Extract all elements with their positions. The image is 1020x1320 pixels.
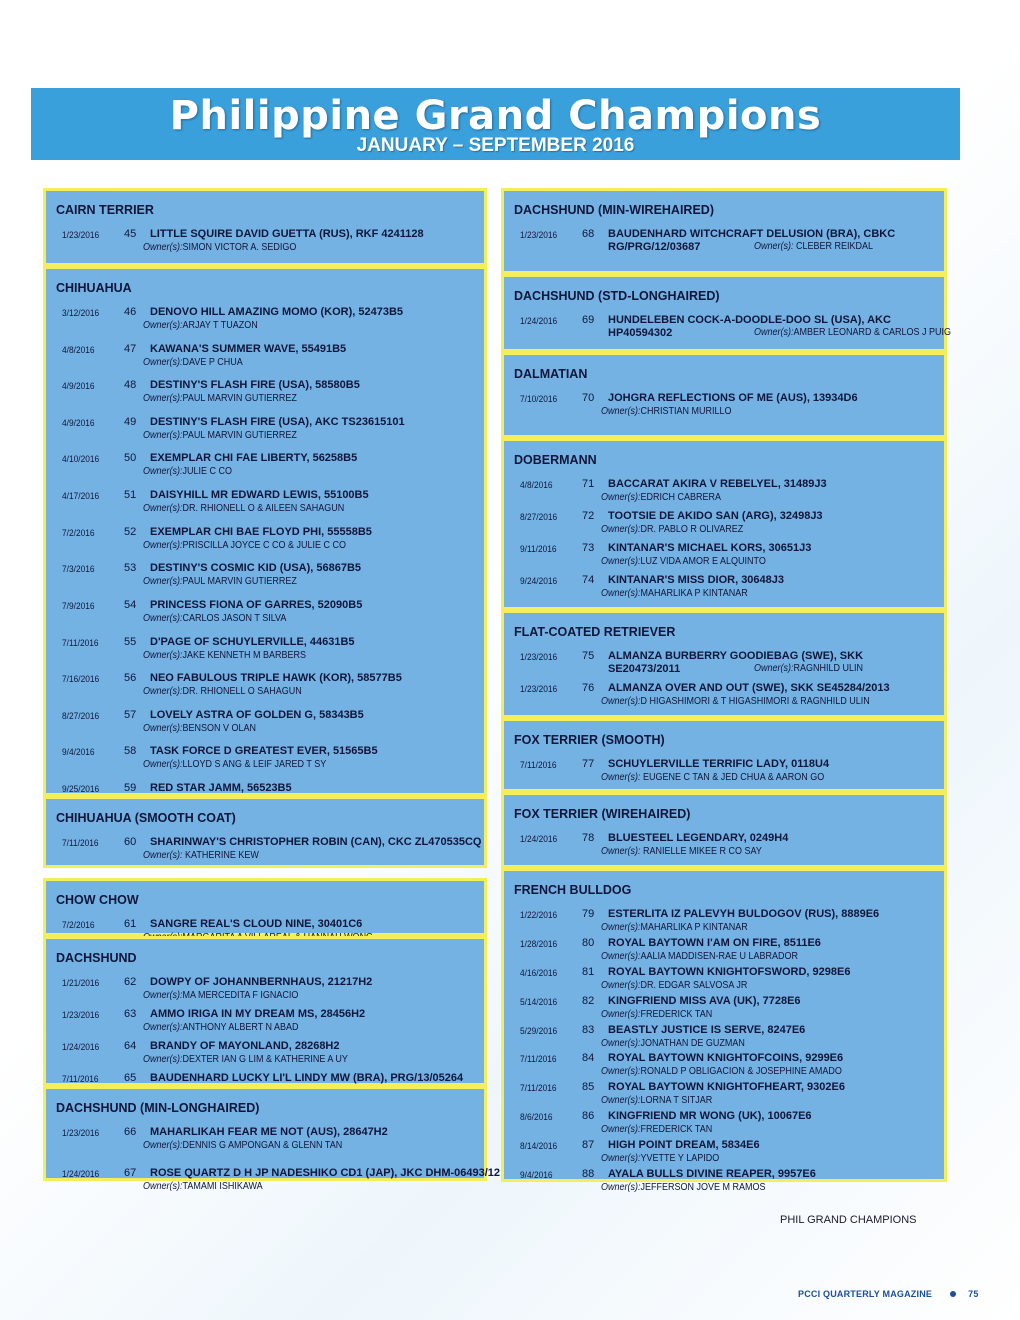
entry-date: 4/9/2016 [62,417,95,429]
entry-number: 67 [124,1167,137,1179]
entry-number: 82 [582,994,595,1007]
dog-name: EXEMPLAR CHI FAE LIBERTY, 56258B5 [150,452,358,465]
entry-number: 74 [582,574,595,586]
owner-line [143,466,445,477]
owner-names: DR. RHIONELL O & AILEEN SAHAGUN [182,503,345,515]
owner-names: LORNA T SITJAR [640,1095,713,1107]
breed-section [501,718,947,792]
dog-registration: SE20473/2011 [608,663,681,675]
owner-label: Owner(s): [601,1124,641,1136]
dog-name: DENOVO HILL AMAZING MOMO (KOR), 52473B5 [150,306,404,318]
breed-heading: FOX TERRIER (SMOOTH) [514,733,665,747]
owner-names: AMBER LEONARD & CARLOS J PUIG [793,327,952,338]
entry-date: 5/29/2016 [520,1025,558,1037]
entry-number: 70 [582,392,595,404]
dog-name: ALMANZA OVER AND OUT (SWE), SKK SE45284/2013 [608,682,890,694]
owner-label: Owner(s): [601,524,641,535]
owner-names: CLEBER REIKDAL [793,241,874,252]
owner-line [143,650,445,661]
owner-names: PRISCILLA JOYCE C CO & JULIE C CO [182,539,347,551]
owner-line [754,241,920,252]
owner-names: RONALD P OBLIGACION & JOSEPHINE AMADO [640,1066,842,1078]
entry-number: 56 [124,672,137,685]
owner-line [143,613,445,624]
owner-names: DEXTER IAN G LIM & KATHERINE A UY [182,1054,348,1065]
dog-name: ROYAL BAYTOWN KNIGHTOFSWORD, 9298E6 [608,965,851,978]
owner-line [601,696,904,707]
owner-label: Owner(s): [601,922,641,933]
breed-heading: CAIRN TERRIER [56,203,154,217]
breed-heading: FRENCH BULLDOG [514,883,632,897]
entry-date: 1/23/2016 [62,230,100,241]
entry-date: 7/3/2016 [62,564,95,576]
dog-name: NEO FABULOUS TRIPLE HAWK (KOR), 58577B5 [150,672,402,685]
entry-date: 4/8/2016 [520,480,553,491]
owner-names: ARJAY T TUAZON [182,320,258,331]
owner-label: Owner(s): [143,649,183,661]
breed-heading: FLAT-COATED RETRIEVER [514,625,676,639]
entry-number: 84 [582,1052,595,1065]
dog-name: SCHUYLERVILLE TERRIFIC LADY, 0118U4 [608,758,830,770]
owner-label: Owner(s): [143,759,183,771]
owner-label: Owner(s): [143,429,183,441]
entry-date: 1/24/2016 [62,1169,100,1180]
owner-line [754,663,920,674]
entry-date: 1/23/2016 [62,1128,100,1139]
entry-number: 55 [124,635,137,648]
entry-number: 62 [124,976,137,988]
breed-section [43,936,487,1086]
breed-section [43,796,487,868]
dog-name: MAHARLIKAH FEAR ME NOT (AUS), 28647H2 [150,1126,388,1138]
owner-names: PAUL MARVIN GUTIERREZ [182,576,297,588]
dog-name: ALMANZA BURBERRY GOODIEBAG (SWE), SKK [608,650,864,662]
entry-date: 8/27/2016 [520,512,558,523]
owner-line [601,1009,904,1020]
breed-heading: CHIHUAHUA (SMOOTH COAT) [56,811,236,825]
breed-section [501,274,952,352]
owner-line [143,1140,445,1151]
magazine-footer [798,1289,979,1299]
dog-name: SANGRE REAL'S CLOUD NINE, 30401C6 [150,918,363,930]
owner-line [143,990,445,1001]
breed-section [43,188,487,266]
entry-date: 9/24/2016 [520,576,558,587]
breed-heading: DALMATIAN [514,367,588,381]
owner-names: EUGENE C TAN & JED CHUA & AARON GO [640,772,825,783]
owner-names: FREDERICK TAN [640,1124,713,1136]
magazine-name: PCCI QUARTERLY MAGAZINE [798,1289,933,1299]
entry-number: 80 [582,936,595,949]
entry-date: 1/24/2016 [520,316,558,327]
owner-names: JEFFERSON JOVE M RAMOS [640,1182,766,1193]
breed-section [43,266,487,796]
entry-number: 66 [124,1126,137,1138]
dog-name: ROYAL BAYTOWN KNIGHTOFHEART, 9302E6 [608,1081,845,1094]
owner-line [143,393,445,404]
owner-line [143,576,445,587]
owner-names: DAVE P CHUA [182,356,243,368]
owner-label: Owner(s): [601,1037,641,1049]
owner-label: Owner(s): [143,503,183,515]
owner-names: YVETTE Y LAPIDO [640,1153,720,1165]
entry-date: 5/14/2016 [520,996,558,1008]
entry-number: 69 [582,314,595,326]
owner-line [601,524,904,535]
entry-number: 54 [124,598,137,611]
owner-label: Owner(s): [601,406,641,417]
owner-label: Owner(s): [143,320,183,331]
page-title: Philippine Grand Champions [169,93,822,139]
owner-label: Owner(s): [143,466,183,478]
entry-date: 3/12/2016 [62,308,100,319]
dog-name: EXEMPLAR CHI BAE FLOYD PHI, 55558B5 [150,525,372,538]
entry-number: 63 [124,1008,137,1020]
entry-number: 88 [582,1168,595,1180]
dog-name: DESTINY'S COSMIC KID (USA), 56867B5 [150,562,362,575]
dog-name: ROYAL BAYTOWN KNIGHTOFCOINS, 9299E6 [608,1052,844,1065]
entry-number: 52 [124,525,137,538]
breed-section [501,188,947,274]
entry-number: 58 [124,745,137,758]
owner-line [143,242,445,253]
owner-label: Owner(s): [143,393,183,405]
owner-names: DR. PABLO R OLIVAREZ [640,524,744,535]
owner-names: LLOYD S ANG & LEIF JARED T SY [182,759,327,771]
owner-names: JAKE KENNETH M BARBERS [182,649,307,661]
owner-names: D HIGASHIMORI & T HIGASHIMORI & RAGNHILD ULIN [640,696,870,707]
owner-label: Owner(s): [143,356,183,368]
owner-line [143,1022,445,1033]
owner-label: Owner(s): [143,242,183,253]
entry-number: 48 [124,379,137,392]
owner-names: KATHERINE KEW [182,850,259,861]
owner-names: BENSON V OLAN [182,722,257,734]
section-footer-label: PHIL GRAND CHAMPIONS [780,1214,917,1226]
owner-line [143,430,445,441]
entry-date: 1/23/2016 [520,652,558,663]
entry-date: 4/9/2016 [62,381,95,393]
entry-date: 1/24/2016 [62,1042,100,1053]
owner-label: Owner(s): [143,576,183,588]
owner-names: PAUL MARVIN GUTIERREZ [182,429,297,441]
owner-line [601,980,904,991]
breed-heading: DACHSHUND [56,951,137,965]
owner-names: DR. RHIONELL O SAHAGUN [182,686,302,698]
entry-number: 49 [124,415,137,428]
owner-names: RAGNHILD ULIN [793,663,864,674]
breed-heading: CHIHUAHUA [56,281,132,295]
breed-section [501,438,947,610]
owner-names: JULIE C CO [182,466,233,478]
entry-date: 8/6/2016 [520,1112,553,1124]
owner-label: Owner(s): [601,696,641,707]
dog-name: BEASTLY JUSTICE IS SERVE, 8247E6 [608,1023,806,1036]
dog-name: DAISYHILL MR EDWARD LEWIS, 55100B5 [150,489,369,502]
owner-line [601,1182,904,1193]
entry-number: 75 [582,650,595,662]
owner-label: Owner(s): [601,979,641,991]
owner-names: MAHARLIKA P KINTANAR [640,588,748,599]
entry-number: 87 [582,1139,595,1152]
owner-line [143,850,445,861]
entry-date: 8/14/2016 [520,1141,558,1153]
owner-label: Owner(s): [143,612,183,624]
entry-number: 47 [124,342,137,355]
dog-name: BAUDENHARD LUCKY LI'L LINDY MW (BRA), PRG/13/05264 [150,1072,464,1084]
owner-names: CHRISTIAN MURILLO [640,406,732,417]
owner-line [601,922,904,933]
owner-label: Owner(s): [754,327,794,338]
owner-names: MA MERCEDITA F IGNACIO [182,990,299,1001]
dog-name: HUNDELEBEN COCK-A-DOODLE-DOO SL (USA), AKC [608,314,891,326]
breed-heading: CHOW CHOW [56,893,139,907]
owner-line [601,1153,904,1164]
owner-label: Owner(s): [601,1095,641,1107]
dog-name: BACCARAT AKIRA V REBELYEL, 31489J3 [608,478,827,490]
entry-number: 60 [124,836,137,848]
owner-label: Owner(s): [601,1008,641,1020]
page-subtitle: JANUARY – SEPTEMBER 2016 [356,135,635,156]
owner-names: JONATHAN DE GUZMAN [640,1037,745,1049]
entry-date: 1/24/2016 [520,834,558,845]
owner-names: AALIA MADDISEN-RAE U LABRADOR [640,950,799,962]
entry-date: 4/16/2016 [520,967,558,979]
owner-label: Owner(s): [601,772,641,783]
entry-number: 45 [124,228,137,240]
owner-line [143,723,445,734]
owner-label: Owner(s): [754,663,794,674]
owner-label: Owner(s): [601,950,641,962]
dog-name: LITTLE SQUIRE DAVID GUETTA (RUS), RKF 4241128 [150,228,424,240]
dog-name: HIGH POINT DREAM, 5834E6 [608,1139,760,1152]
owner-names: SIMON VICTOR A. SEDIGO [182,242,297,253]
owner-label: Owner(s): [601,556,641,567]
entry-number: 73 [582,542,595,554]
owner-label: Owner(s): [143,1181,183,1192]
dog-name: KINGFRIEND MR WONG (UK), 10067E6 [608,1110,812,1123]
dog-name: RED STAR JAMM, 56523B5 [150,782,292,794]
owner-line [601,1066,904,1077]
entry-number: 65 [124,1072,137,1084]
entry-date: 7/11/2016 [62,1074,99,1085]
dog-name: BAUDENHARD WITCHCRAFT DELUSION (BRA), CBKC [608,228,896,240]
breed-section [501,610,947,718]
entry-date: 8/27/2016 [62,710,100,722]
dog-name: ESTERLITA IZ PALEVYH BULDOGOV (RUS), 8889E6 [608,908,880,920]
entry-date: 7/11/2016 [62,838,99,849]
owner-line [601,772,904,783]
entry-date: 9/25/2016 [62,784,100,795]
breed-heading: DACHSHUND (STD-LONGHAIRED) [514,289,720,303]
owner-line [601,588,904,599]
entry-date: 1/23/2016 [520,230,558,241]
owner-line [143,759,445,770]
owner-label: Owner(s): [601,1153,641,1165]
owner-label: Owner(s): [143,850,183,861]
entry-number: 85 [582,1081,595,1094]
owner-names: TAMAMI ISHIKAWA [182,1181,263,1192]
owner-label: Owner(s): [143,686,183,698]
entry-date: 1/28/2016 [520,938,558,950]
owner-label: Owner(s): [143,539,183,551]
entry-number: 78 [582,832,595,844]
owner-label: Owner(s): [143,1022,183,1033]
entry-date: 7/16/2016 [62,674,100,686]
owner-line [754,327,952,338]
owner-names: LUZ VIDA AMOR E ALQUINTO [640,556,766,567]
dog-registration: HP40594302 [608,327,673,339]
owner-names: ANTHONY ALBERT N ABAD [182,1022,299,1033]
breed-heading: DACHSHUND (MIN-LONGHAIRED) [56,1101,260,1115]
breed-section [501,792,947,868]
dog-name: BRANDY OF MAYONLAND, 28268H2 [150,1040,340,1052]
owner-label: Owner(s): [143,990,183,1001]
entry-date: 9/11/2016 [520,544,557,555]
dog-name: SHARINWAY'S CHRISTOPHER ROBIN (CAN), CKC ZL470535CQ [150,836,482,848]
owner-line [601,406,904,417]
dog-name: D'PAGE OF SCHUYLERVILLE, 44631B5 [150,635,355,648]
entry-number: 68 [582,228,595,240]
dog-name: DESTINY'S FLASH FIRE (USA), 58580B5 [150,379,360,392]
owner-label: Owner(s): [601,1066,641,1078]
breed-section [501,352,947,438]
entry-date: 4/8/2016 [62,344,95,356]
owner-label: Owner(s): [143,1054,183,1065]
owner-label: Owner(s): [601,588,641,599]
entry-date: 7/2/2016 [62,920,95,931]
owner-line [601,556,904,567]
dog-name: KAWANA'S SUMMER WAVE, 55491B5 [150,342,347,355]
entry-date: 7/2/2016 [62,527,95,539]
owner-label: Owner(s): [601,846,641,857]
entry-number: 83 [582,1023,595,1036]
breed-heading: DOBERMANN [514,453,597,467]
entry-date: 1/21/2016 [62,978,100,989]
entry-date: 7/9/2016 [62,600,95,612]
breed-heading: FOX TERRIER (WIREHAIRED) [514,807,691,821]
entry-number: 50 [124,452,137,465]
dog-name: AMMO IRIGA IN MY DREAM MS, 28456H2 [150,1008,366,1020]
entry-date: 9/4/2016 [520,1170,553,1181]
entry-date: 9/4/2016 [62,747,95,759]
owner-names: CARLOS JASON T SILVA [182,612,287,624]
owner-line [601,846,904,857]
breed-heading: DACHSHUND (MIN-WIREHAIRED) [514,203,714,217]
entry-number: 64 [124,1040,137,1052]
owner-line [143,357,445,368]
owner-line [601,951,904,962]
dog-name: DESTINY'S FLASH FIRE (USA), AKC TS23615101 [150,415,405,428]
dog-name: KINGFRIEND MISS AVA (UK), 7728E6 [608,994,801,1007]
entry-number: 51 [124,489,137,502]
owner-label: Owner(s): [601,1182,641,1193]
owner-names: MAHARLIKA P KINTANAR [640,922,748,933]
entry-date: 4/17/2016 [62,491,100,503]
entry-number: 71 [582,478,595,490]
dog-name: ROYAL BAYTOWN I'AM ON FIRE, 8511E6 [608,936,821,949]
dog-name: DOWPY OF JOHANNBERNHAUS, 21217H2 [150,976,373,988]
entry-number: 79 [582,908,595,920]
dog-name: BLUESTEEL LEGENDARY, 0249H4 [608,832,789,844]
page-number: 75 [968,1289,979,1299]
entry-number: 53 [124,562,137,575]
entry-number: 57 [124,708,137,721]
owner-line [143,686,445,697]
dog-name: AYALA BULLS DIVINE REAPER, 9957E6 [608,1168,816,1180]
owner-line [143,503,445,514]
dog-registration: RG/PRG/12/03687 [608,241,701,253]
dog-name: KINTANAR'S MICHAEL KORS, 30651J3 [608,542,812,554]
entry-number: 76 [582,682,595,694]
entry-date: 7/11/2016 [520,1083,557,1095]
entry-number: 46 [124,306,137,318]
dog-name: LOVELY ASTRA OF GOLDEN G, 58343B5 [150,708,364,721]
entry-number: 72 [582,510,595,522]
owner-line [143,1054,445,1065]
bullet-icon [950,1291,956,1297]
entry-date: 7/10/2016 [520,394,558,405]
entry-number: 77 [582,758,595,770]
dog-name: TASK FORCE D GREATEST EVER, 51565B5 [150,745,378,758]
owner-line [143,540,445,551]
entry-number: 59 [124,782,137,794]
entry-date: 1/23/2016 [520,684,558,695]
owner-line [143,320,445,331]
owner-names: PAUL MARVIN GUTIERREZ [182,393,297,405]
entry-number: 86 [582,1110,595,1123]
entry-date: 1/23/2016 [62,1010,100,1021]
owner-label: Owner(s): [143,1140,183,1151]
dog-name: JOHGRA REFLECTIONS OF ME (AUS), 13934D6 [608,392,858,404]
owner-line [601,1095,904,1106]
owner-label: Owner(s): [601,492,641,503]
breed-section [501,868,947,1193]
owner-line [601,1124,904,1135]
entry-number: 81 [582,965,595,978]
page-header [31,88,960,160]
breed-section [43,878,487,936]
entry-date: 7/11/2016 [62,637,99,649]
owner-names: DENNIS G AMPONGAN & GLENN TAN [182,1140,343,1151]
dog-name: PRINCESS FIONA OF GARRES, 52090B5 [150,598,363,611]
owner-line [143,1181,445,1192]
owner-line [601,1038,904,1049]
dog-name: KINTANAR'S MISS DIOR, 30648J3 [608,574,785,586]
owner-names: DR. EDGAR SALVOSA JR [640,979,748,991]
owner-names: FREDERICK TAN [640,1008,713,1020]
breed-section [43,1086,501,1192]
entry-date: 7/11/2016 [520,760,557,771]
entry-date: 4/10/2016 [62,454,100,466]
entry-number: 61 [124,918,137,930]
owner-line [601,492,904,503]
dog-name: ROSE QUARTZ D H JP NADESHIKO CD1 (JAP), JKC DHM-06493/12 [150,1167,501,1179]
entry-date: 7/11/2016 [520,1054,557,1066]
owner-names: RANIELLE MIKEE R CO SAY [640,846,762,857]
owner-label: Owner(s): [143,722,183,734]
owner-label: Owner(s): [754,241,794,252]
entry-date: 1/22/2016 [520,910,558,921]
owner-names: EDRICH CABRERA [640,492,722,503]
dog-name: TOOTSIE DE AKIDO SAN (ARG), 32498J3 [608,510,823,522]
